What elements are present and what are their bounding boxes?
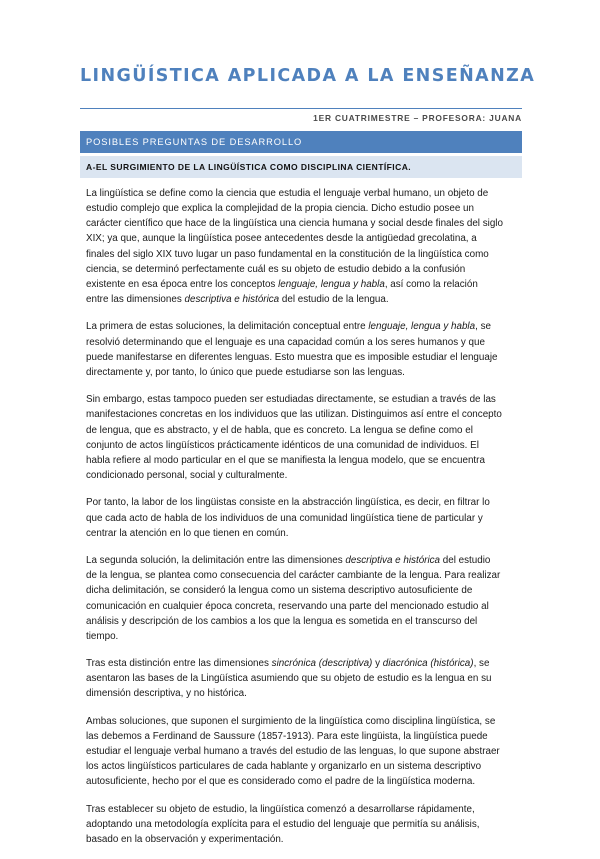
- paragraph-line: [86, 495, 526, 510]
- document-subtitle: 1ER CUATRIMESTRE – PROFESORA: JUANA: [313, 113, 522, 123]
- text-run: comunicación en cualquier época concreta, reservando una parte del mencionado estudio al: [86, 600, 489, 612]
- paragraph-line: [86, 656, 526, 671]
- paragraph-line: [86, 629, 526, 644]
- text-run: dicha delimitación, se consideró la lengua como un sistema descriptivo autosuficiente de: [86, 585, 473, 597]
- paragraph: [86, 714, 526, 790]
- paragraph-line: [86, 365, 526, 380]
- paragraph-line: [86, 335, 526, 350]
- text-run: Por tanto, la labor de los lingüistas consiste en la abstracción lingüística, es decir, en filtrar lo: [86, 497, 490, 509]
- paragraph-line: [86, 277, 526, 292]
- paragraph: [86, 495, 526, 540]
- title-divider: [80, 108, 522, 109]
- paragraph-line: [86, 262, 526, 277]
- paragraph-line: [86, 553, 526, 568]
- paragraph-line: [86, 247, 526, 262]
- text-run: , se: [473, 658, 490, 670]
- text-run: los actos lingüísticos particulares de cada hablante y organizarlo en un sistema descriptivo: [86, 761, 482, 773]
- text-run: habla refiere al modo particular en el que se manifiesta la lengua modelo, que se encuentra: [86, 454, 485, 466]
- text-run: del estudio: [440, 555, 491, 567]
- paragraph-line: [86, 817, 526, 832]
- paragraph-line: [86, 292, 526, 307]
- italic-term: descriptiva e histórica: [345, 555, 441, 567]
- paragraph: [86, 553, 526, 644]
- paragraph: [86, 392, 526, 483]
- text-run: La lingüística se define como la ciencia que estudia el lenguaje verbal humano, un objeto de: [86, 188, 489, 199]
- text-run: resolvió determinando que el lenguaje es una capacidad común a los seres humanos y que: [86, 336, 485, 348]
- text-run: conjunto de actos lingüísticos prácticamente idénticos de una comunidad de individuos. El: [86, 439, 479, 451]
- italic-term: lenguaje, lengua y habla: [368, 321, 476, 333]
- text-run: finales del siglo XIX tuvo lugar un paso fundamental en la constitución de la lingüística como: [86, 248, 489, 260]
- paragraph-line: [86, 453, 526, 468]
- italic-term: lenguaje, lengua y habla: [278, 278, 385, 290]
- text-run: Tras establecer su objeto de estudio, la lingüística comenzó a desarrollarse rápidamente,: [86, 803, 475, 815]
- text-run: condicionado personal, social y culturalmente.: [86, 470, 288, 482]
- italic-term: diacrónica (histórica): [382, 658, 474, 670]
- paragraph: [86, 656, 526, 701]
- text-run: ciencia, se determinó perfectamente cuál es su objeto de estudio debido a la confusión: [86, 263, 466, 275]
- text-run: autosuficiente, hecho por el que es considerado como el padre de la lingüística moderna.: [86, 776, 476, 788]
- text-run: Ambas soluciones, que suponen el surgimiento de la lingüística como disciplina lingüística, se: [86, 715, 496, 727]
- text-run: dimensión descriptiva, y no histórica.: [86, 688, 247, 700]
- text-run: manifestaciones concretas en los individuos que las utilizan. Distinguimos así entre el concepto: [86, 409, 502, 421]
- italic-term: descriptiva e histórica: [184, 294, 280, 306]
- paragraph-line: [86, 729, 526, 744]
- body-text: [86, 186, 526, 859]
- paragraph-line: [86, 583, 526, 598]
- section-heading: [80, 131, 522, 153]
- paragraph-line: [86, 802, 526, 817]
- paragraph-line: [86, 407, 526, 422]
- paragraph-line: [86, 774, 526, 789]
- text-run: centrar la atención en lo que tienen en común.: [86, 527, 289, 539]
- text-run: estudiar el lenguaje verbal humano a través del estudio de las lenguas, lo que supone abstraer: [86, 746, 500, 758]
- italic-term: sincrónica (descriptiva): [271, 658, 373, 670]
- paragraph-line: [86, 759, 526, 774]
- text-run: adoptando una metodología explícita para el estudio del lenguaje que permitía su análisis,: [86, 818, 480, 830]
- text-run: , así como la relación: [384, 278, 478, 290]
- paragraph-line: [86, 526, 526, 541]
- text-run: y: [372, 658, 383, 670]
- text-run: estudio complejo que explica la complejidad de la propia ciencia. Dicho estudio posee un: [86, 203, 474, 215]
- paragraph: [86, 186, 526, 307]
- text-run: carácter científico que hace de la lingüística una ciencia humana y social desde finales del siglo: [86, 218, 503, 230]
- text-run: puede manifestarse en diferentes lenguas. Esto muestra que es imposible estudiar el lenguaje: [86, 351, 498, 363]
- text-run: existente en esa época entre los conceptos: [86, 278, 279, 290]
- paragraph-line: [86, 319, 526, 334]
- text-run: entre las dimensiones: [86, 294, 185, 306]
- text-run: las debemos a Ferdinand de Saussure (1857-1913). Para este lingüista, la lingüística puede: [86, 730, 488, 742]
- text-run: asentaron las bases de la Lingüística asumiendo que su objeto de estudio es la lengua en su: [86, 673, 492, 685]
- document-title: LINGÜÍSTICA APLICADA A LA ENSEÑANZA: [80, 66, 536, 86]
- paragraph: [86, 319, 526, 380]
- paragraph-line: [86, 599, 526, 614]
- paragraph-line: [86, 231, 526, 246]
- text-run: La primera de estas soluciones, la delimitación conceptual entre: [86, 321, 369, 333]
- subsection-heading-label: A-EL SURGIMIENTO DE LA LINGÜÍSTICA COMO DISCIPLINA CIENTÍFICA.: [86, 162, 412, 172]
- text-run: Sin embargo, estas tampoco pueden ser estudiadas directamente, se estudian a través de las: [86, 394, 496, 406]
- paragraph-line: [86, 216, 526, 231]
- paragraph-line: [86, 614, 526, 629]
- paragraph-line: [86, 671, 526, 686]
- paragraph-line: [86, 350, 526, 365]
- text-run: del estudio de la lengua.: [279, 294, 389, 306]
- paragraph-line: [86, 744, 526, 759]
- paragraph-line: [86, 423, 526, 438]
- paragraph-line: [86, 832, 526, 847]
- text-run: Tras esta distinción entre las dimensiones: [86, 658, 272, 670]
- text-run: XIX; ya que, aunque la lingüística posee antecedentes desde la antigüedad grecolatina, a: [86, 233, 477, 245]
- paragraph-line: [86, 568, 526, 583]
- text-run: que cada acto de habla de los individuos de una comunidad lingüística tiene de particular y: [86, 512, 483, 524]
- section-heading-label: POSIBLES PREGUNTAS DE DESARROLLO: [86, 137, 303, 147]
- paragraph-line: [86, 201, 526, 216]
- paragraph-line: [86, 686, 526, 701]
- text-run: de lengua, que es abstracto, y el de habla, que es concreto. La lengua se define como el: [86, 424, 473, 436]
- paragraph-line: [86, 468, 526, 483]
- text-run: basado en la observación y experimentación.: [86, 834, 284, 846]
- paragraph-line: [86, 392, 526, 407]
- paragraph: [86, 802, 526, 847]
- text-run: análisis y descripción de los cambios a los que la lengua es sometida en el transcurso del: [86, 615, 478, 627]
- subsection-heading: [80, 156, 522, 178]
- text-run: tiempo.: [86, 630, 119, 642]
- text-run: directamente y, por tanto, lo único que puede estudiarse son las lenguas.: [86, 366, 405, 378]
- paragraph-line: [86, 511, 526, 526]
- text-run: de la lengua, se plantea como consecuencia del carácter cambiante de la lengua. Para realizar: [86, 570, 501, 582]
- paragraph-line: [86, 714, 526, 729]
- text-run: , se: [475, 321, 491, 333]
- paragraph-line: [86, 438, 526, 453]
- paragraph-line: [86, 186, 526, 201]
- text-run: La segunda solución, la delimitación entre las dimensiones: [86, 555, 346, 567]
